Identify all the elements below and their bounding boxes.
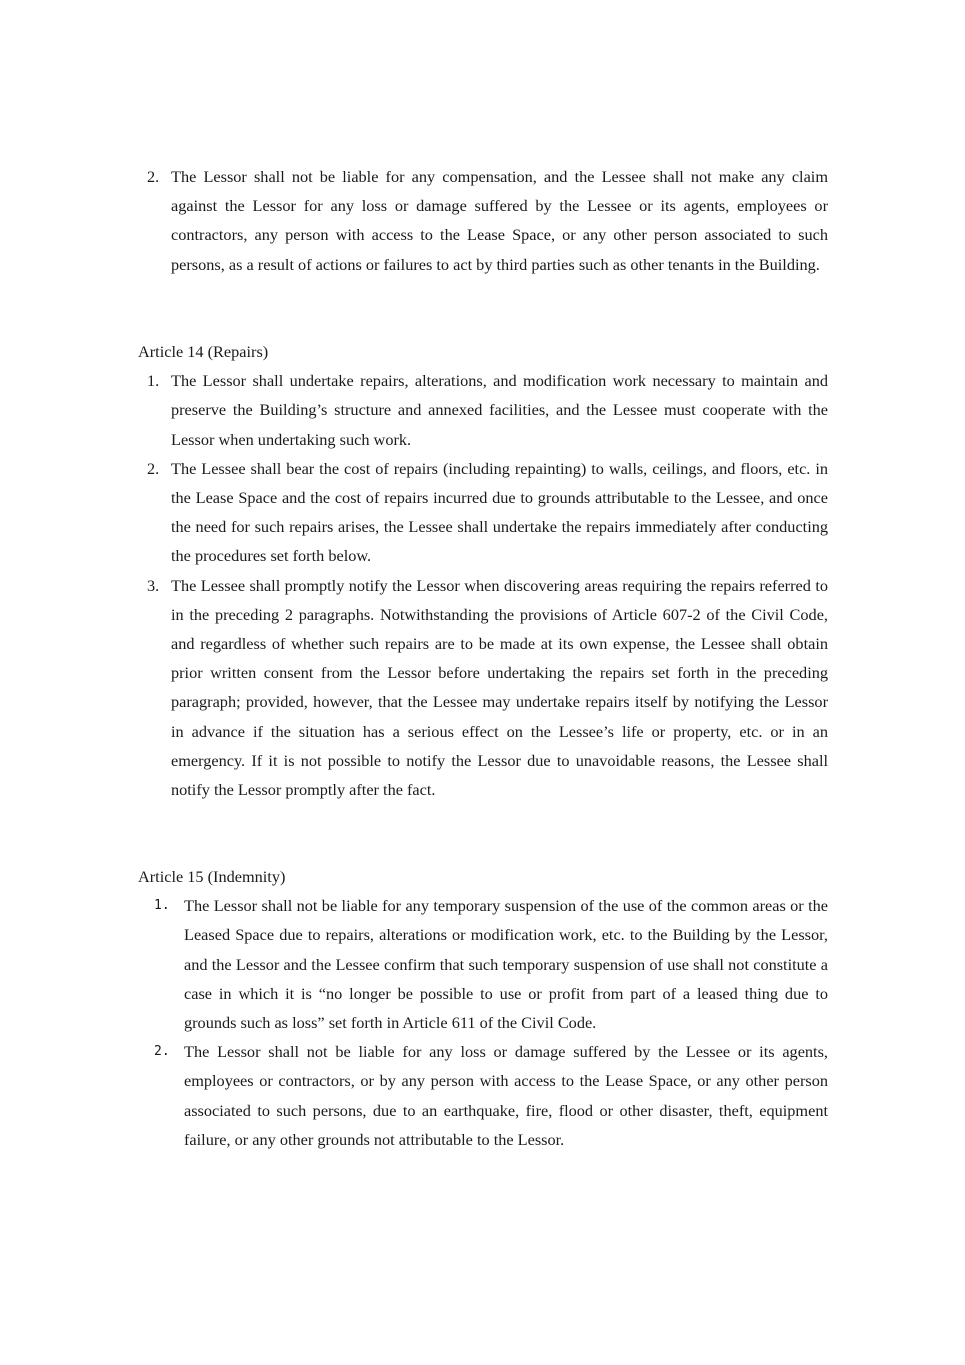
paragraph-number: 2.: [147, 167, 160, 186]
article-14-paragraph-1: [138, 366, 828, 454]
paragraph-number: 2.: [147, 458, 160, 478]
paragraph-number: 3.: [147, 575, 160, 595]
carryover-section: [138, 162, 828, 279]
article-15-section: [138, 862, 828, 1154]
paragraph-text: The Lessor shall undertake repairs, alterations, and modification work necessary to maintain and preserve the Building’s structure and annexed facilities, and the Lessee must cooperate with the Lessor when undertaking such work.: [171, 371, 828, 449]
carryover-paragraph-2: [138, 162, 828, 279]
paragraph-text: The Lessor shall not be liable for any loss or damage suffered by the Lessee or its agents, employees or contractors, or by any person with access to the Lease Space, or any other person associated to such persons, due to an earthquake, fire, flood or other disaster, theft, equipment failure, or any other grounds not attributable to the Lessor.: [184, 1042, 828, 1149]
article-14-section: [138, 337, 828, 804]
paragraph-number: 1.: [154, 898, 170, 914]
article-14-paragraph-2: [138, 454, 828, 571]
article-15-paragraph-1: [138, 891, 828, 1037]
paragraph-number: 2.: [154, 1044, 170, 1060]
paragraph-text: The Lessor shall not be liable for any compensation, and the Lessee shall not make any claim against the Lessor for any loss or damage suffered by the Lessee or its agents, employees or contractors, any person with access to the Lease Space, or any other person associated to such persons, as a result of actions or failures to act by third parties such as other tenants in the Building.: [171, 167, 828, 274]
article-14-heading: Article 14 (Repairs): [138, 342, 269, 361]
article-15-paragraph-2: [138, 1037, 828, 1154]
paragraph-text: The Lessor shall not be liable for any temporary suspension of the use of the common areas or the Leased Space due to repairs, alterations or modification work, etc. to the Building by the Lessor, and the Lessor and the Lessee confirm that such temporary suspension of use shall not constitute a case in which it is “no longer be possible to use or profit from part of a leased thing due to grounds such as loss” set forth in Article 611 of the Civil Code.: [184, 896, 828, 1033]
article-15-heading: Article 15 (Indemnity): [138, 867, 286, 886]
paragraph-text: The Lessee shall promptly notify the Lessor when discovering areas requiring the repairs referred to in the preceding 2 paragraphs. Notwithstanding the provisions of Article 607-2 of the Civil Code, and regardless of whether such repairs are to be made at its own expense, the Lessee shall obtain prior written consent from the Lessor before undertaking the repairs set forth in the preceding paragraph; provided, however, that the Lessee may undertake repairs itself by notifying the Lessor in advance if the situation has a serious effect on the Lessee’s life or property, etc. or in an emergency. If it is not possible to notify the Lessor due to unavoidable reasons, the Lessee shall notify the Lessor promptly after the fact.: [171, 575, 828, 800]
paragraph-text: The Lessee shall bear the cost of repairs (including repainting) to walls, ceilings, and floors, etc. in the Lease Space and the cost of repairs incurred due to grounds attributable to the Lessee, and once the need for such repairs arises, the Lessee shall undertake the repairs immediately after conducting the procedures set forth below.: [171, 458, 828, 566]
paragraph-number: 1.: [147, 371, 160, 391]
article-14-paragraph-3: [138, 571, 828, 805]
